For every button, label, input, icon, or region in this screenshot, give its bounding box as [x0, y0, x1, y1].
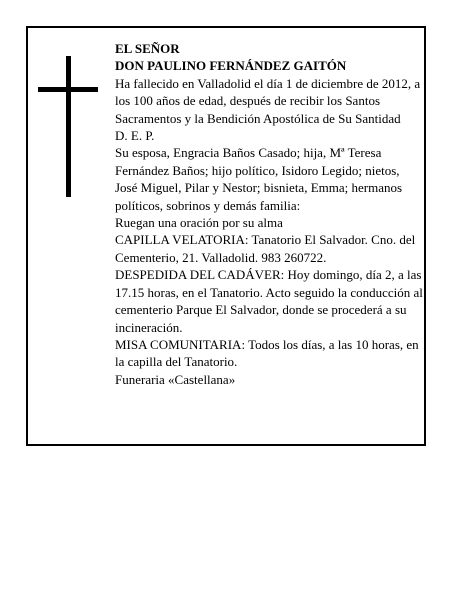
- deceased-name: DON PAULINO FERNÁNDEZ GAITÓN: [115, 58, 347, 74]
- notice-title: EL SEÑOR: [115, 41, 180, 56]
- chapel-info: CAPILLA VELATORIA: Tanatorio El Salvador. Cno. del Cementerio, 21. Valladolid. 983 260722.: [115, 232, 416, 265]
- mass-info: MISA COMUNITARIA: Todos los días, a las 10 horas, en la capilla del Tanatorio.: [115, 336, 419, 370]
- funeral-home: Funeraria «Castellana»: [115, 371, 236, 387]
- cross-horizontal-bar: [38, 87, 98, 92]
- obituary-text: [115, 40, 423, 388]
- prayer-request: Ruegan una oración por su alma: [115, 215, 283, 231]
- dep-abbreviation: D. E. P.: [115, 128, 155, 144]
- cross-vertical-bar: [66, 56, 71, 197]
- family-list: Su esposa, Engracia Baños Casado; hija, Mª Teresa Fernández Baños; hijo político, Isidoro Legido; nietos, José Miguel, Pilar y Nestor; bisnieta, Emma; hermanos políticos, sobrinos y demás familia:: [115, 145, 403, 213]
- death-info: Ha fallecido en Valladolid el día 1 de diciembre de 2012, a los 100 años de edad, después de recibir los Santos Sacramentos y la Bendición Apostólica de Su Santidad: [115, 75, 421, 126]
- obituary-notice: [26, 26, 426, 446]
- farewell-info: DESPEDIDA DEL CADÁVER: Hoy domingo, día 2, a las 17.15 horas, en el Tanatorio. Acto seguido la conducción al cementerio Parque El Salvador, donde se procederá a su incineración.: [115, 267, 423, 335]
